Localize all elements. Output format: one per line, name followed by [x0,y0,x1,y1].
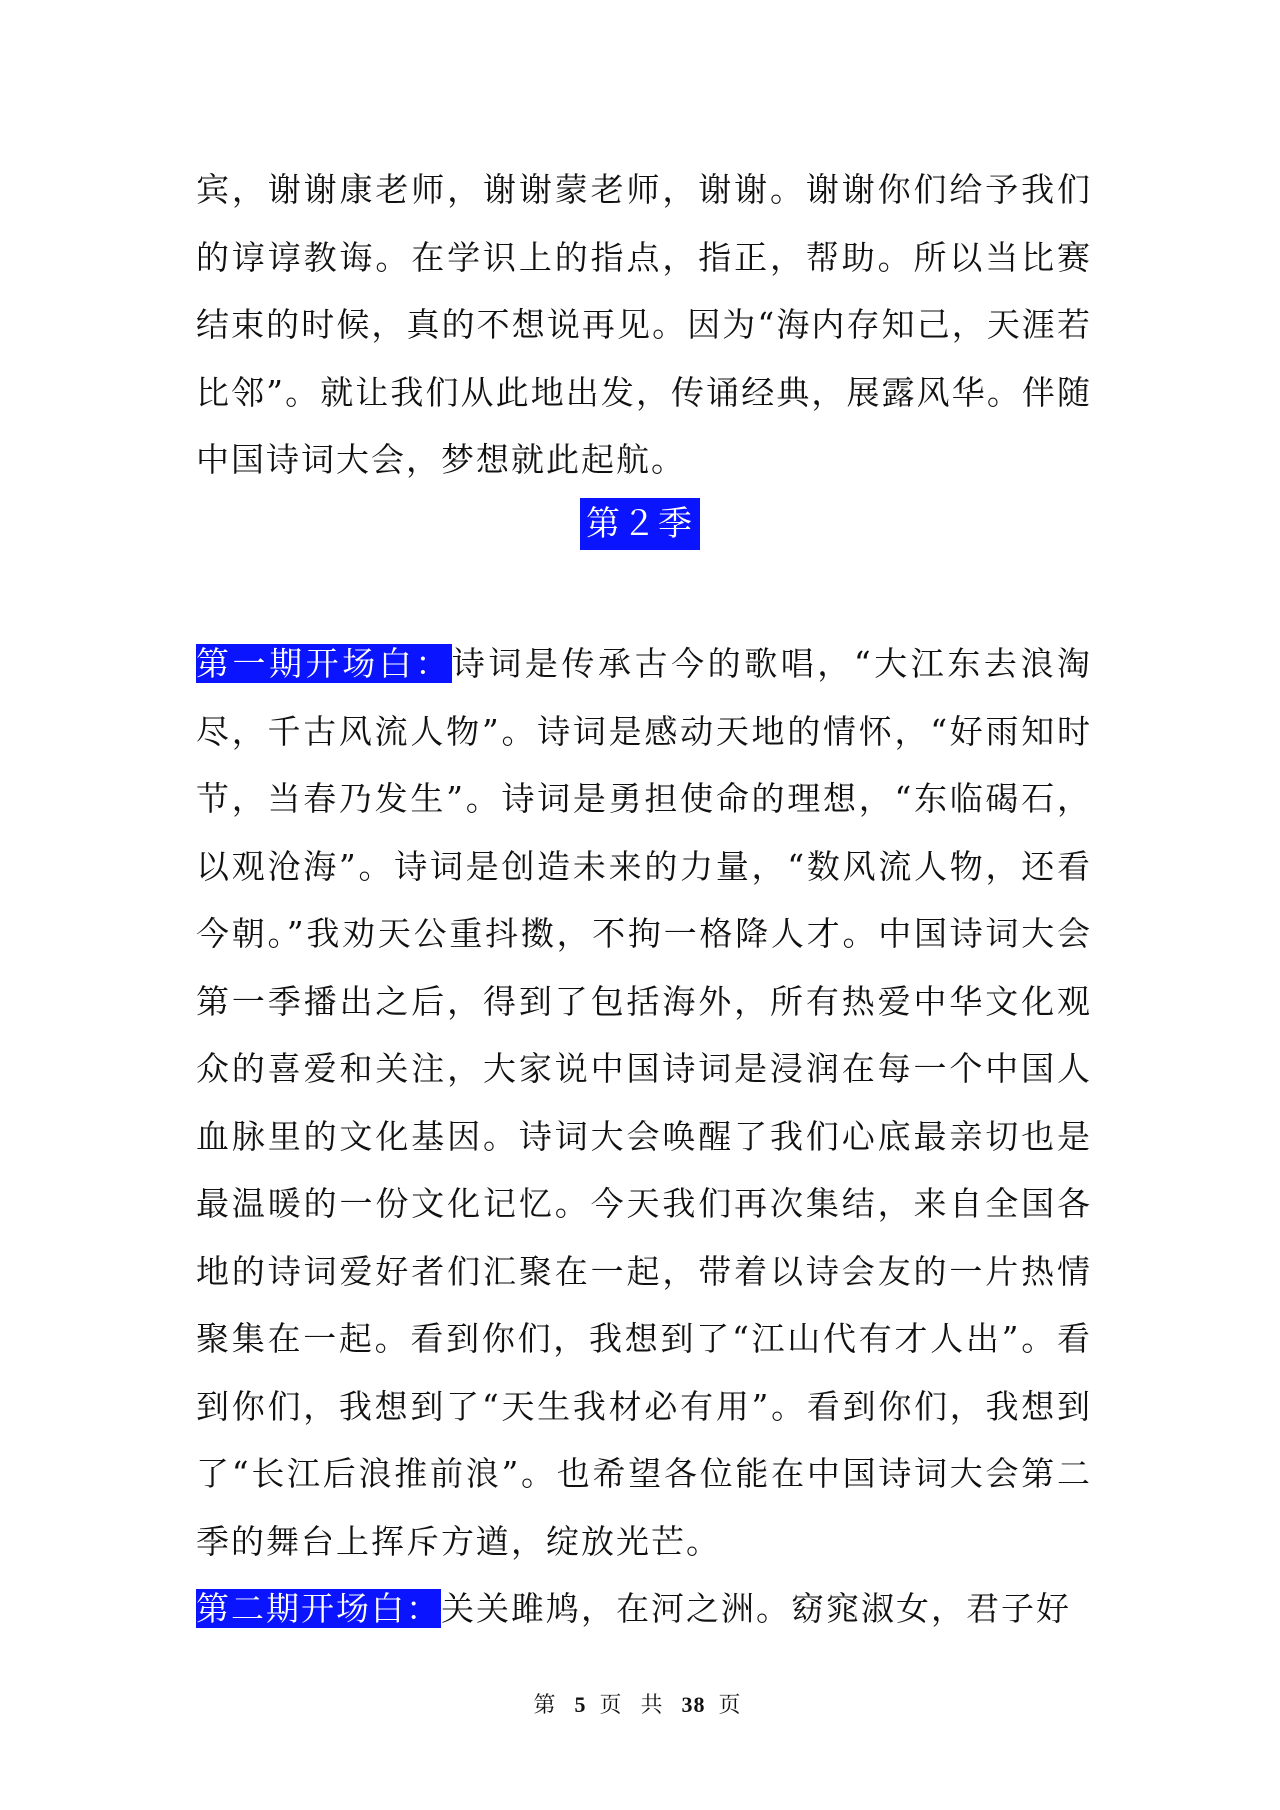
episode1-text: 诗词是传承古今的歌唱，“大江东去浪淘尽，千古风流人物”。诗词是感动天地的情怀，“好雨知时节，当春乃发生”。诗词是勇担使命的理想，“东临碣石，以观沧海”。诗词是创造未来的力量，“数风流人物，还看今朝。”我劝天公重抖擞，不拘一格降人才。中国诗词大会第一季播出之后，得到了包括海外，所有热爱中华文化观众的喜爱和关注，大家说中国诗词是浸润在每一个中国人血脉里的文化基因。诗词大会唤醒了我们心底最亲切也是最温暖的一份文化记忆。今天我们再次集结，来自全国各地的诗词爱好者们汇聚在一起，带着以诗会友的一片热情聚集在一起。看到你们，我想到了“江山代有才人出”。看到你们，我想到了“天生我材必有用”。看到你们，我想到了“长江后浪推前浪”。也希望各位能在中国诗词大会第二季的舞台上挥斥方遒，绽放光芒。 [196,644,1092,1561]
total-pages: 38 [681,1692,706,1717]
episode1-paragraph [196,630,1092,1575]
episode1-label: 第一期开场白： [196,644,452,683]
season-heading-container [0,498,1280,550]
footer-prefix: 第 [533,1693,562,1718]
footer-suffix: 页 [718,1693,747,1718]
page-number: 5 [574,1692,587,1717]
page-footer [0,1688,1280,1719]
footer-middle: 页 共 [599,1693,669,1718]
episode2-text: 关关雎鸠，在河之洲。窈窕淑女，君子好 [441,1589,1071,1628]
episode2-paragraph [196,1575,1092,1643]
episode2-label: 第二期开场白： [196,1589,441,1628]
season-heading: 第２季 [580,498,700,550]
continued-paragraph: 宾，谢谢康老师，谢谢蒙老师，谢谢。谢谢你们给予我们的谆谆教诲。在学识上的指点，指正，帮助。所以当比赛结束的时候，真的不想说再见。因为“海内存知己，天涯若比邻”。就让我们从此地出发，传诵经典，展露风华。伴随中国诗词大会，梦想就此起航。 [196,170,1092,479]
